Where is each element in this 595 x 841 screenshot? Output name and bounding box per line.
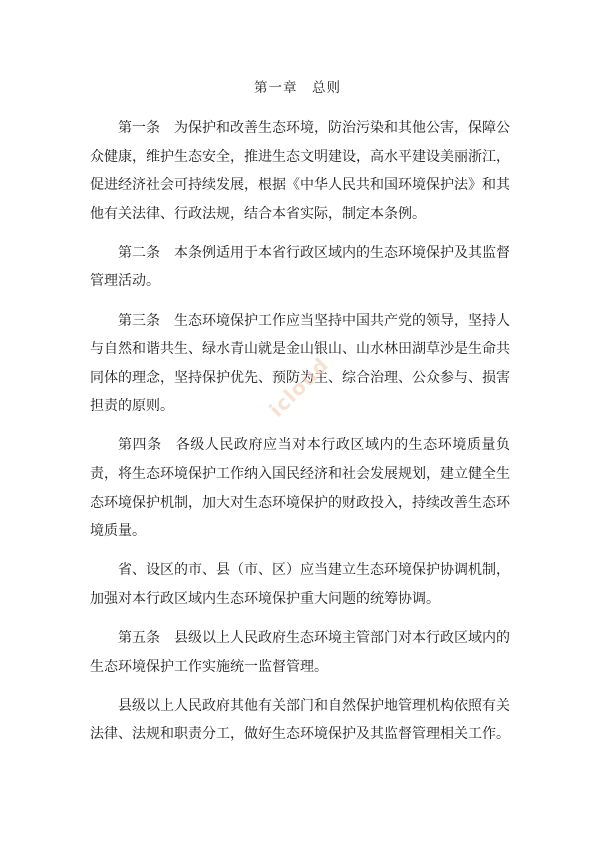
paragraph — [90, 114, 510, 228]
paragraph — [90, 624, 510, 681]
paragraph-text: 生态环境保护工作应当坚持中国共产党的领导，坚持人与自然和谐共生、绿水青山就是金山银山、山水林田湖草沙是生命共同体的理念，坚持保护优先、预防为主、综合治理、公众参与、损害担责的原则。 — [90, 312, 510, 415]
paragraph-text: 各级人民政府应当对本行政区域内的生态环境质量负责，将生态环境保护工作纳入国民经济和社会发展规划，建立健全生态环境保护机制，加大对生态环境保护的财政投入，持续改善生态环境质量。 — [90, 437, 511, 540]
paragraph-text: 为保护和改善生态环境，防治污染和其他公害，保障公众健康，维护生态安全，推进生态文明建设，高水平建设美丽浙江，促进经济社会可持续发展，根据《中华人民共和国环境保护法》和其他有关法律、行政法规，结合本省实际，制定本条例。 — [90, 120, 510, 222]
chapter-title: 第一章 总则 — [254, 80, 341, 96]
paragraph-text: 本条例适用于本省行政区域内的生态环境保护及其监督管理活动。 — [90, 244, 510, 290]
paragraph — [90, 431, 510, 545]
body-text — [90, 114, 510, 759]
paragraph-text: 县级以上人民政府生态环境主管部门对本行政区域内的生态环境保护工作实施统一监督管理。 — [90, 630, 510, 675]
paragraph — [90, 692, 510, 749]
paragraph-text: 县级以上人民政府其他有关部门和自然保护地管理机构依照有关法律、法规和职责分工，做好生态环境保护及其监督管理相关工作。 — [90, 697, 510, 743]
paragraph — [90, 556, 510, 613]
article-number: 第二条 — [118, 244, 160, 261]
article-number: 第一条 — [118, 120, 160, 136]
watermark: icloud — [264, 352, 334, 422]
paragraph-text: 省、设区的市、县（市、区）应当建立生态环境保护协调机制，加强对本行政区域内生态环境保护重大问题的统筹协调。 — [90, 562, 510, 607]
article-number: 第三条 — [118, 312, 160, 329]
paragraph — [90, 239, 510, 296]
article-number: 第四条 — [118, 437, 162, 454]
article-number: 第五条 — [118, 630, 160, 646]
paragraph — [90, 307, 510, 421]
